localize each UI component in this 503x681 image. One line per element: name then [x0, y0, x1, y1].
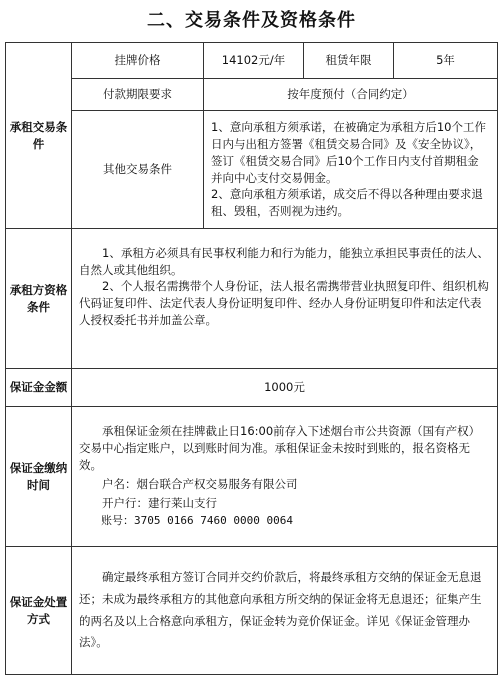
- account-number: 账号：3705 0166 7460 0000 0064: [101, 514, 293, 528]
- deposit-handling-text: 确定最终承租方签订合同并交约价款后，将最终承租方交纳的保证金无息退还；未成为最终承租方的其他意向承租方所交纳的保证金将无息退还；征集产生的两名及以上合格意向承租方，保证金转为竞价保证金。详见《保证金管理办法》。: [79, 569, 482, 650]
- listing-price-value: 14102元/年: [204, 43, 304, 79]
- deposit-handling-label: 保证金处置方式: [6, 547, 72, 675]
- deposit-time-label: 保证金缴纳时间: [6, 407, 72, 547]
- other-conditions-label: 其他交易条件: [72, 111, 204, 229]
- qualification-1: 1、承租方必须具有民事权利能力和行为能力，能独立承担民事责任的法人、自然人或其他组织。: [79, 246, 489, 277]
- lease-term-label: 租赁年限: [304, 43, 394, 79]
- payment-label: 付款期限要求: [72, 79, 204, 111]
- account-name: 户名：烟台联合产权交易服务有限公司: [102, 477, 298, 492]
- other-condition-1: 1、意向承租方须承诺，在被确定为承租方后10个工作日内与出租方签署《租赁交易合同》及《安全协议》，签订《租赁交易合同》后10个工作日内支付首期租金并向中心支付交易佣金。: [211, 120, 486, 185]
- row-qualification: [6, 229, 498, 369]
- deposit-amount-value: 1000元: [72, 369, 498, 407]
- row-deposit-handling: [6, 547, 498, 675]
- other-condition-2: 2、意向承租方须承诺，成交后不得以各种理由要求退租、毁租，否则视为违约。: [211, 187, 483, 218]
- qualification-2: 2、个人报名需携带个人身份证，法人报名需携带营业执照复印件、组织机构代码证复印件、法定代表人身份证明复印件、经办人身份证明复印件和法定代表人授权委托书并加盖公章。: [79, 279, 489, 327]
- qualification-label: 承租方资格条件: [6, 229, 72, 369]
- payment-value: 按年度预付（合同约定）: [204, 79, 498, 111]
- row-payment: [6, 79, 498, 111]
- row-deposit-time: [6, 407, 498, 547]
- row-listing-price: [6, 43, 498, 79]
- lease-conditions-label: 承租交易条件: [6, 43, 72, 229]
- qualification-cell: [72, 229, 498, 369]
- lease-term-value: 5年: [394, 43, 498, 79]
- row-other-conditions: [6, 111, 498, 229]
- page-title: 二、交易条件及资格条件: [147, 10, 356, 31]
- conditions-table: [5, 42, 498, 675]
- deposit-amount-label: 保证金金额: [6, 369, 72, 407]
- deposit-handling-cell: [72, 547, 498, 675]
- row-deposit-amount: [6, 369, 498, 407]
- bank-name: 开户行：建行莱山支行: [102, 495, 217, 510]
- deposit-time-text: 承租保证金须在挂牌截止日16:00前存入下述烟台市公共资源（国有产权）交易中心指定账户，以到账时间为准。承租保证金未按时到账的，报名资格无效。: [79, 424, 481, 472]
- other-conditions-cell: [204, 111, 498, 229]
- deposit-time-cell: [72, 407, 498, 547]
- listing-price-label: 挂牌价格: [72, 43, 204, 79]
